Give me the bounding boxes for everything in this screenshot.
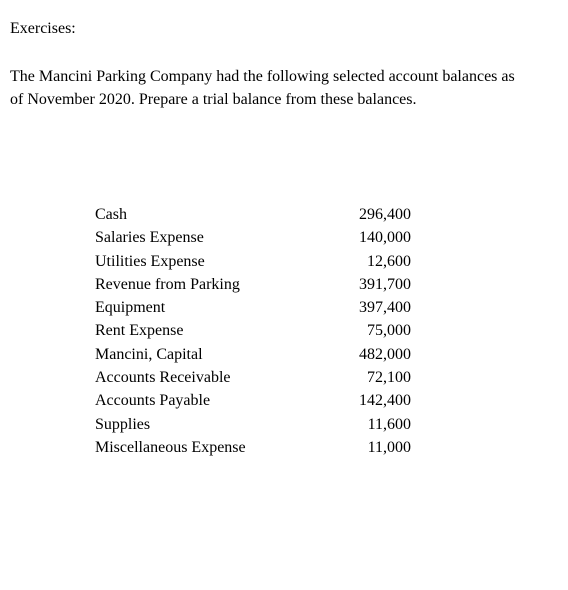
table-row [95, 413, 411, 436]
account-name: Cash [95, 206, 127, 223]
account-name: Salaries Expense [95, 229, 204, 247]
account-balance: 391,700 [359, 275, 411, 293]
account-balance: 482,000 [359, 345, 411, 363]
exercise-instructions: The Mancini Parking Company had the following selected account balances as of November 2020. Prepare a trial balance from these balances. [10, 68, 515, 108]
table-row [95, 226, 411, 249]
account-name: Supplies [95, 415, 151, 433]
account-balance: 72,100 [367, 369, 411, 387]
table-row [95, 250, 411, 273]
account-balance: 140,000 [359, 229, 411, 247]
table-row [95, 203, 411, 226]
account-name: Accounts Receivable [95, 369, 231, 387]
account-balance: 142,400 [359, 392, 411, 410]
table-row [95, 389, 411, 412]
account-name: Rent Expense [95, 322, 184, 340]
account-balances-table [95, 203, 411, 459]
table-row [95, 296, 411, 319]
account-name: Mancini, Capital [95, 345, 203, 363]
account-name: Accounts Payable [95, 392, 211, 410]
account-name: Revenue from Parking [95, 275, 240, 293]
table-row [95, 273, 411, 296]
account-name: Miscellaneous Expense [95, 438, 246, 456]
account-balance: 75,000 [367, 322, 411, 340]
account-balance: 397,400 [359, 299, 411, 317]
table-row [95, 366, 411, 389]
account-name: Equipment [95, 299, 166, 317]
table-row [95, 436, 411, 459]
table-row [95, 319, 411, 342]
account-balance: 11,600 [367, 415, 411, 433]
account-balance: 11,000 [367, 438, 411, 456]
account-balance: 296,400 [359, 206, 411, 223]
exercises-heading: Exercises: [10, 20, 76, 37]
account-name: Utilities Expense [95, 252, 205, 270]
table-row [95, 343, 411, 366]
account-balance: 12,600 [367, 252, 411, 270]
